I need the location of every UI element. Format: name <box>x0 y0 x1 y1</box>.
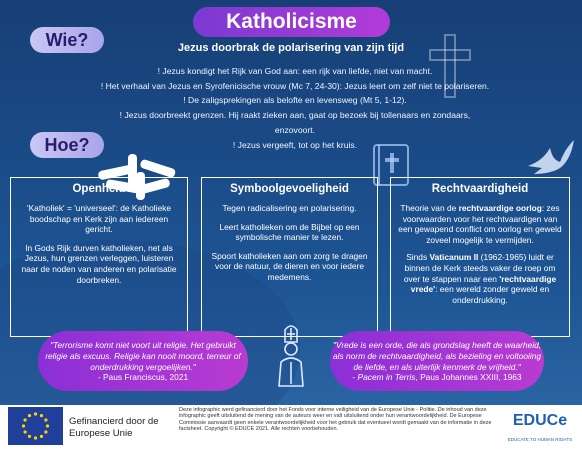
list-item: ! Jezus doorbreekt grenzen. Hij raakt zieken aan, gaat op bezoek bij tollenaars en zondaars, enzovoort. <box>119 110 471 135</box>
text-span: Sinds <box>406 252 430 263</box>
text-span: Theorie van de <box>400 203 459 213</box>
list-item: ! Jezus kondigt het Rijk van God aan: een rijk van liefde, niet van macht. <box>157 66 433 76</box>
paragraph: Spoort katholieken aan om zorg te dragen voor de natuur, de dieren en voor iedere medemens. <box>211 250 368 282</box>
section-label-who: Wie? <box>30 27 104 53</box>
column-body <box>202 203 377 283</box>
paragraph: In Gods Rijk durven katholieken, net als Jezus, hun grenzen verleggen, luisteren naar de noden van anderen en polarisatie doorbreken. <box>21 242 177 285</box>
column-body <box>11 203 187 285</box>
section-label-how: Hoe? <box>30 132 104 158</box>
quote-text: "Terrorisme komt niet voort uit religie. Het gebruikt religie als excuus. Religie kan nooit moord, terreur of onderdrukking vergoelijken." <box>45 340 241 372</box>
quote-source: - Paus Franciscus, 2021 <box>97 372 189 383</box>
disclaimer: Deze infographic werd gefinancierd door het Fonds voor interne veiligheid van de Europese Unie - Politie. De inhoud van deze infographic geeft uitsluitend de mening van de auteurs weer en valt uitsluitend onder hun verantwoordelijkheid. De Europese Commissie aanvaardt geen enkele verantwoordelijkheid voor het gebruik dat eventueel wordt gemaakt van de informatie in deze factsheet. Copyright © EDUCE 2021. Alle rechten voorbehouden. <box>179 407 492 433</box>
bold-term: Vaticanum II <box>429 252 479 263</box>
educe-logo <box>505 407 575 447</box>
dove-icon <box>524 136 576 180</box>
quote-source: - Pacem in Terris, Paus Johannes XXIII, 1963 <box>352 372 522 383</box>
column-openheid <box>10 177 188 337</box>
column-title: Symboolgevoeligheid <box>230 183 349 195</box>
column-title: Openheid <box>72 183 126 195</box>
column-title: Rechtvaardigheid <box>431 183 529 195</box>
logo-tagline: EDUCATE TO HUMAN RIGHTS <box>507 437 573 442</box>
logo-text: EDUCe <box>512 412 568 429</box>
list-item: ! Het verhaal van Jezus en Syrofenicische vrouw (Mc 7, 24-30): Jezus leert om zelf niet te polariseren. <box>100 80 490 91</box>
quote-franciscus <box>38 331 248 391</box>
text-span: : een wereld zonder geweld en onderdrukking. <box>435 284 550 305</box>
list-item: ! Jezus vergeeft, tot op het kruis. <box>232 139 358 150</box>
bold-term: rechtvaardige oorlog <box>458 203 542 213</box>
paragraph: Leert katholieken om de Bijbel op een symbolische manier te lezen. <box>219 221 360 243</box>
quote-text: "Vrede is een orde, die als grondslag heeft de waarheid, als norm de rechtvaardigheid, als bezieling en voltooiing de liefde, en als uiterlijk kenmerk de vrijheid." <box>332 340 542 372</box>
eu-flag-icon <box>8 407 63 445</box>
eu-funding-label: Gefinancierd door de Europese Unie <box>69 416 159 439</box>
page-title: Katholicisme <box>193 7 390 37</box>
quote-pacem-in-terris <box>330 331 544 391</box>
paragraph <box>398 252 562 305</box>
text-span: : zes voorwaarden voor het rechtvaardigen van een gewapend conflict om oorlog en geweld zoveel mogelijk te vermijden. <box>398 203 562 245</box>
column-rechtvaardigheid <box>390 177 570 337</box>
column-symboolgevoeligheid <box>201 177 378 337</box>
paragraph: Tegen radicalisering en polarisering. <box>222 203 357 213</box>
paragraph: 'Katholiek' = 'universeel': de Katholieke boodschap en Kerk zijn aan iedereen gericht. <box>27 203 171 235</box>
subtitle: Jezus doorbrak de polarisering van zijn tijd <box>177 42 405 54</box>
text-span: (1962-1965) luidt er binnen de Kerk steeds vaker de roep om over te stappen naar een <box>403 252 556 284</box>
column-body <box>391 203 569 305</box>
bold-term: 'rechtvaardige vrede' <box>410 273 557 295</box>
paragraph <box>398 203 562 245</box>
who-list <box>100 64 490 152</box>
list-item: ! De zaligsprekingen als belofte en levensweg (Mt 5, 1-12). <box>183 95 407 106</box>
